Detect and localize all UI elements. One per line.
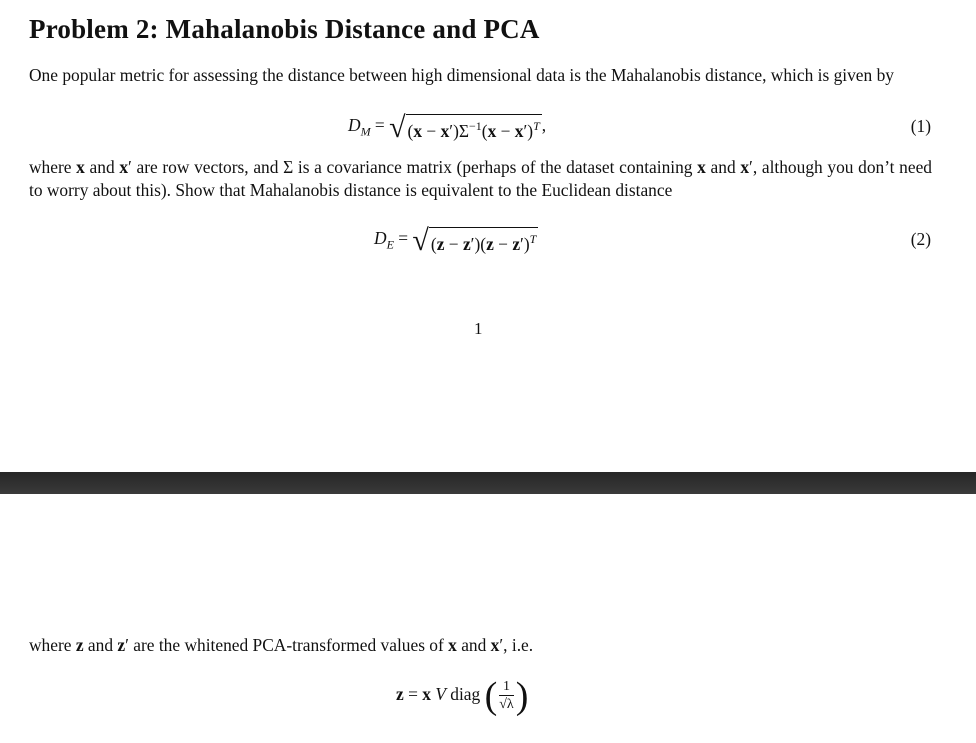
page-divider (0, 472, 976, 494)
middle-paragraph: where x and x′ are row vectors, and Σ is a covariance matrix (perhaps of the dataset containing x and x′, although you don’t need to worry about this). Show that Mahalanobis distance is equivalent to the Euclidean distance (29, 157, 933, 200)
equation-2: $D_E$ = √ $(z - z')(z - z')^T$ (374, 223, 537, 257)
equation-2-number: (2) (910, 229, 931, 249)
intro-paragraph: One popular metric for assessing the distance between high dimensional data is the Mahalanobis distance, which is given by (29, 65, 894, 85)
page-number: 1 (474, 319, 483, 338)
whitened-paragraph: where z and z′ are the whitened PCA-transformed values of x and x′, i.e. (29, 635, 534, 655)
sqrt-radical-1: √ $(x - x')\Sigma^{-1}(x - x')^T$ (389, 110, 540, 144)
fraction: $\frac{1}{√\lambda}$ (499, 678, 514, 712)
sqrt-radical-2: √ $(z - z')(z - z')^T$ (412, 223, 537, 257)
page2-paragraph-wrap (29, 634, 932, 657)
problem-heading: Problem 2: Mahalanobis Distance and PCA (29, 14, 540, 44)
equation-1: $D_M$ = √ $(x - x')\Sigma^{-1}(x - x')^T$ , (348, 110, 547, 144)
equation-3: z = x V diag ( $\frac{1}{√\lambda}$ ) (396, 675, 529, 717)
equation-1-number: (1) (910, 116, 931, 136)
